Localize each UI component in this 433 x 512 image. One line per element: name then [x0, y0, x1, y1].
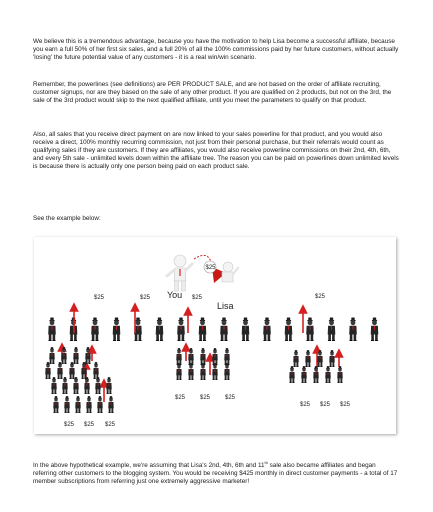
customer-figure — [69, 362, 74, 379]
businessman-figure — [328, 318, 336, 342]
customer-figure — [176, 363, 181, 380]
customer-figure — [108, 396, 113, 413]
p5-text-before: In the above hypothetical example, we're assuming that Lisa's 2nd, 4th, 6th and 11 — [33, 462, 265, 469]
p5-superscript: th — [264, 460, 268, 465]
customer-figure — [289, 366, 294, 383]
customer-figure — [75, 396, 80, 413]
customer-figure — [301, 366, 306, 383]
customer-figure — [57, 362, 62, 379]
businessman-figure — [113, 318, 121, 342]
you-figure — [167, 255, 192, 291]
top-amount-4: $25 — [315, 294, 326, 300]
customer-figure — [81, 362, 86, 379]
mid-amount-1: $25 — [175, 395, 186, 401]
customer-figure — [200, 348, 205, 365]
customer-figure — [313, 366, 318, 383]
customer-figure — [51, 377, 56, 394]
customer-figure — [188, 348, 193, 365]
customer-figure — [188, 363, 193, 380]
p5-text-after: sale also became affiliates and began referring other customers to the blogging system. You would be receiving $425 monthly in direct customer payments - a total of 17 member subscriptions from referring just one extremely aggressive marketer! — [33, 462, 398, 486]
customer-figure — [95, 377, 100, 394]
customer-figure — [64, 396, 69, 413]
businessman-figure — [177, 318, 185, 342]
customer-figure — [337, 366, 342, 383]
top-amount-1: $25 — [94, 295, 105, 301]
paragraph-advantage: We believe this is a tremendous advantage, because you have the motivation to help Lisa become a successful affiliate, because you earn a full 50% of her first six sales, and a full 20% of all the 100% commissions paid by her future customers, without actually 'losing' the future potential value of any customers - it is a real win/win scenario. — [33, 38, 399, 62]
customer-figure — [293, 350, 298, 367]
mid-amount-3: $25 — [225, 395, 236, 401]
businessman-figure — [263, 318, 271, 342]
businessman-figure — [220, 318, 228, 342]
customer-figure — [200, 363, 205, 380]
customer-crowds — [45, 347, 342, 413]
customer-figure — [325, 366, 330, 383]
businessman-figure — [371, 318, 379, 342]
paragraph-hypothetical-example — [33, 462, 399, 486]
right-amount-2: $25 — [320, 402, 331, 408]
businessman-figure — [156, 318, 164, 342]
customer-figure — [45, 362, 50, 379]
customer-figure — [317, 350, 322, 367]
businessman-figure — [242, 318, 250, 342]
businessman-figure — [91, 318, 99, 342]
businessman-figure — [199, 318, 207, 342]
paragraph-direct-payment: Also, all sales that you receive direct payment on are now linked to your sales powerline for that product, and you would also receive a direct, 100% monthly recurring commission, not just from their personal purchase, but their referrals would count as qualifying sales if they are customers. If they are affiliates, you would also receive powerline commissions on their 2nd, 4th, 6th, and every 5th sale - unlimited levels down within the affiliate tree. The reason you can be paid on powerlines down unlimited levels is because there is actually only one person being paid on each product sale. — [33, 131, 399, 171]
businessman-figure — [349, 318, 357, 342]
customer-figure — [97, 396, 102, 413]
customer-figure — [224, 363, 229, 380]
you-label: You — [167, 290, 183, 300]
mid-amount-2: $25 — [200, 395, 211, 401]
customer-figure — [53, 396, 58, 413]
bubble-amount: $25 — [205, 265, 216, 271]
customer-figure — [305, 350, 310, 367]
businessman-figure — [306, 318, 314, 342]
right-amount-3: $25 — [340, 402, 351, 408]
customer-figure — [73, 347, 78, 364]
businessman-figure — [48, 318, 56, 342]
customer-figure — [86, 396, 91, 413]
businessman-figure — [285, 318, 293, 342]
customer-figure — [84, 377, 89, 394]
customer-figure — [329, 350, 334, 367]
customer-figure — [224, 348, 229, 365]
customer-figure — [73, 377, 78, 394]
customer-figure — [62, 377, 67, 394]
left-amount-1: $25 — [64, 422, 75, 428]
left-amount-3: $25 — [105, 422, 116, 428]
customer-figure — [212, 363, 217, 380]
customer-figure — [49, 347, 54, 364]
paragraph-see-example: See the example below: — [33, 215, 101, 222]
powerline-example-illustration — [34, 237, 396, 434]
customer-figure — [176, 348, 181, 365]
customer-figure — [93, 362, 98, 379]
top-amount-3: $25 — [192, 295, 203, 301]
affiliate-row-main — [48, 318, 378, 342]
customer-figure — [212, 348, 217, 365]
customer-figure — [106, 377, 111, 394]
customer-figure — [85, 347, 90, 364]
paragraph-powerlines: Remember, the powerlines (see definitions) are PER PRODUCT SALE, and are not based on the order of affiliate recruiting, customer signups, nor are they based on the sale of any other product. If you are qualified on 2 products, but not on the 3rd, the sale of the 3rd product would skip to the next qualified affiliate, until you meet the parameters to qualify on that product. — [33, 81, 392, 105]
right-amount-1: $25 — [300, 402, 311, 408]
top-amount-2: $25 — [140, 295, 151, 301]
left-amount-2: $25 — [84, 422, 95, 428]
lisa-label: Lisa — [217, 301, 234, 311]
